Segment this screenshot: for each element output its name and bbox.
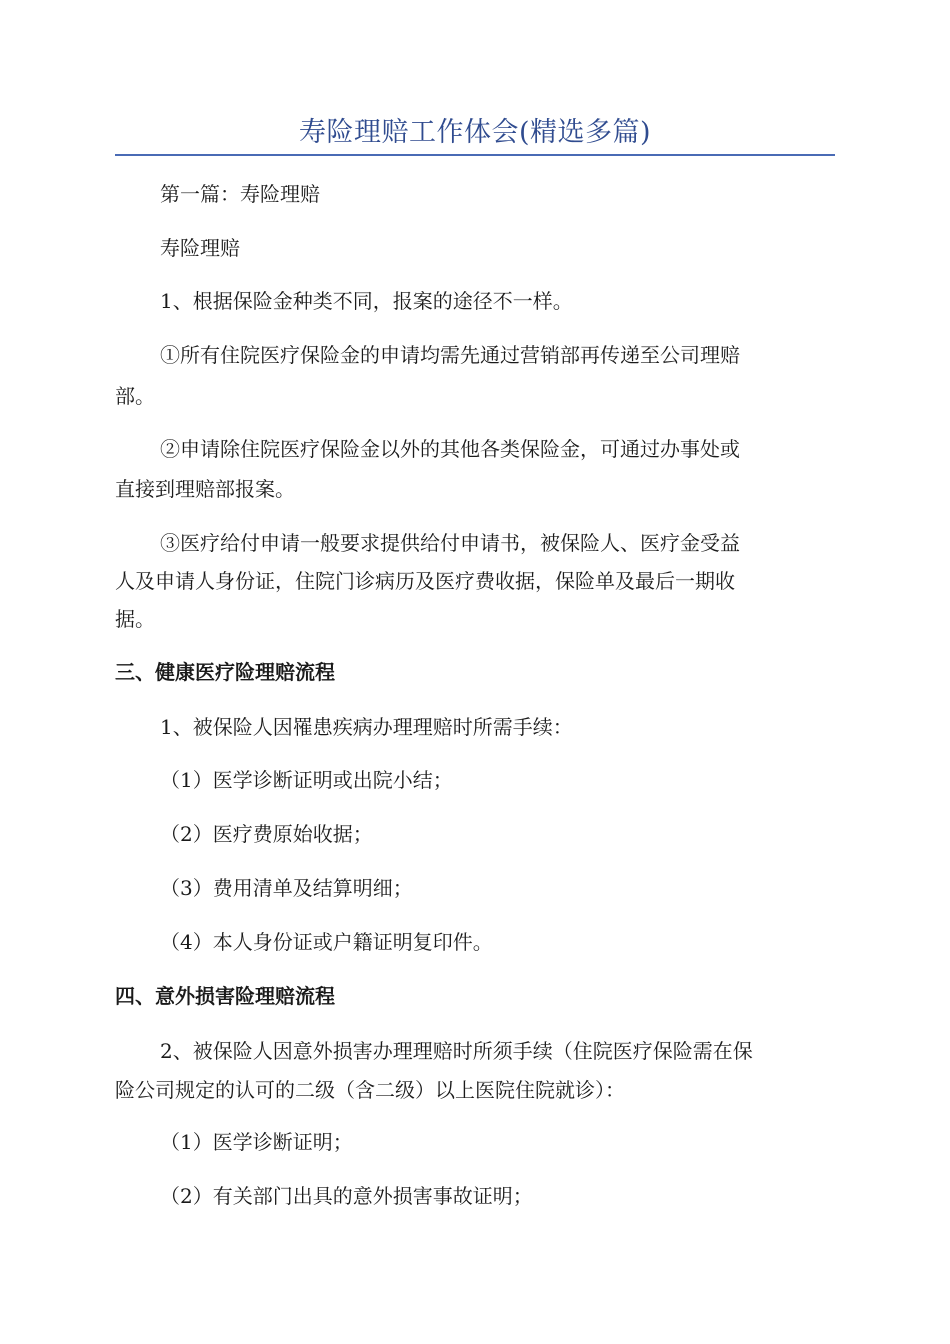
list-item-health-3: （3）费用清单及结算明细；: [160, 876, 413, 900]
paragraph-accident-procedure-line-1: 2、被保险人因意外损害办理理赔时所须手续（住院医疗保险需在保: [160, 1039, 753, 1063]
list-item-accident-1: （1）医学诊断证明；: [160, 1130, 353, 1154]
paragraph-section-one-heading: 第一篇：寿险理赔: [160, 182, 320, 206]
paragraph-subtitle: 寿险理赔: [160, 236, 240, 260]
paragraph-item-1: 1、根据保险金种类不同，报案的途径不一样。: [160, 289, 573, 313]
list-item-health-4: （4）本人身份证或户籍证明复印件。: [160, 930, 493, 954]
list-item-health-1: （1）医学诊断证明或出院小结；: [160, 768, 453, 792]
paragraph-circle-3-line-2: 人及申请人身份证，住院门诊病历及医疗费收据，保险单及最后一期收: [115, 569, 735, 593]
paragraph-accident-procedure-line-2: 险公司规定的认可的二级（含二级）以上医院住院就诊）：: [115, 1078, 625, 1102]
paragraph-circle-1-line-1: ①所有住院医疗保险金的申请均需先通过营销部再传递至公司理赔: [160, 343, 740, 367]
section-heading-health: 三、健康医疗险理赔流程: [115, 660, 335, 684]
paragraph-health-procedure: 1、被保险人因罹患疾病办理理赔时所需手续：: [160, 715, 573, 739]
section-heading-accident: 四、意外损害险理赔流程: [115, 984, 335, 1008]
paragraph-circle-1-line-2: 部。: [115, 384, 155, 408]
list-item-health-2: （2）医疗费原始收据；: [160, 822, 373, 846]
title-underline: [115, 154, 835, 156]
paragraph-circle-2-line-2: 直接到理赔部报案。: [115, 477, 295, 501]
paragraph-circle-2-line-1: ②申请除住院医疗保险金以外的其他各类保险金，可通过办事处或: [160, 437, 740, 461]
paragraph-circle-3-line-1: ③医疗给付申请一般要求提供给付申请书，被保险人、医疗金受益: [160, 531, 740, 555]
document-title: 寿险理赔工作体会(精选多篇): [298, 117, 652, 148]
paragraph-circle-3-line-3: 据。: [115, 607, 155, 631]
list-item-accident-2: （2）有关部门出具的意外损害事故证明；: [160, 1184, 533, 1208]
